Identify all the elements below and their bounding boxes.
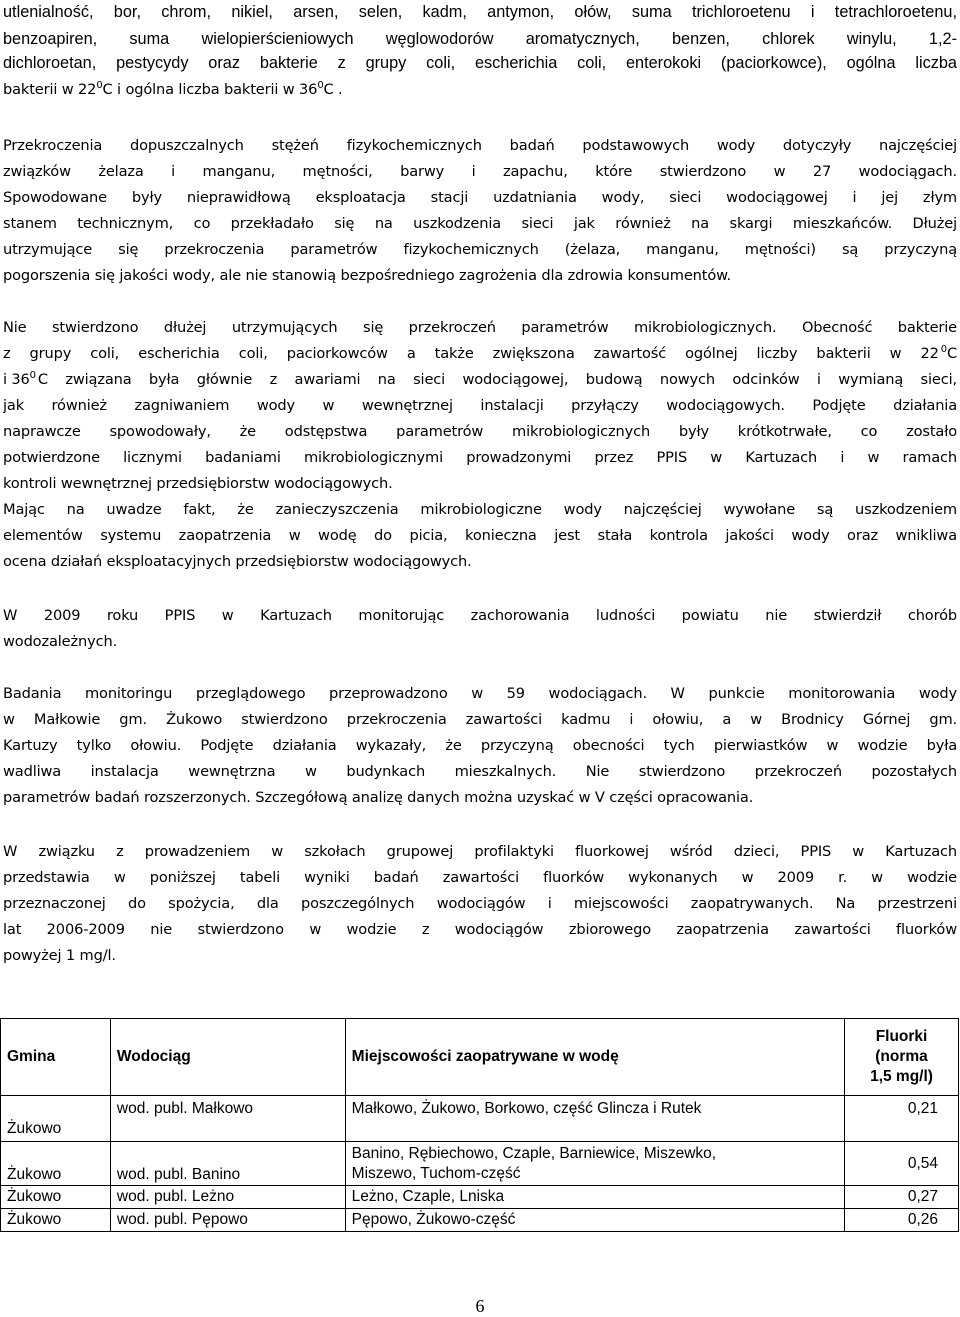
paragraph-1-line-4 — [3, 78, 957, 102]
table-row — [1, 1186, 959, 1209]
paragraph-3-line-2 — [3, 342, 957, 366]
paragraph-4-line-2: wodozależnych. — [3, 633, 118, 650]
cell-wodociag: wod. publ. Małkowo — [110, 1096, 345, 1142]
table-row — [1, 1142, 959, 1186]
cell-gmina: Żukowo — [1, 1209, 111, 1232]
header-fluorki-line-3: 1,5 mg/l) — [870, 1068, 933, 1085]
text-segment — [941, 342, 957, 366]
paragraph-6-line-3: przeznaczonej do spożycia, dla poszczególnych wodociągów i miejscowości zaopatrywanych. Na przestrzeni — [3, 895, 957, 912]
table-row — [1, 1096, 959, 1142]
text-segment: C . — [323, 81, 343, 98]
cell-gmina: Żukowo — [1, 1096, 111, 1142]
paragraph-1-line-1: utlenialność, bor, chrom, nikiel, arsen, selen, kadm, antymon, ołów, suma trichloroetenu i tetrachloroetenu, — [3, 3, 957, 21]
cell-miejscowosci-line-1: Banino, Rębiechowo, Czaple, Barniewice, Miszewko, — [351, 1145, 717, 1162]
cell-wodociag: wod. publ. Pępowo — [110, 1209, 345, 1232]
paragraph-3-line-4: jak również zagniwaniem wody w wewnętrznej instalacji przyłączy wodociągowych. Podjęte działania — [3, 397, 957, 414]
paragraph-5-line-4: wadliwa instalacja wewnętrzna w budynkach mieszkalnych. Nie stwierdzono przekroczeń pozostałych — [3, 763, 957, 780]
cell-wodociag: wod. publ. Banino — [110, 1142, 345, 1186]
paragraph-3-line-9: elementów systemu zaopatrzenia w wodę do picia, konieczna jest stała kontrola jakości wody oraz wnikliwa — [3, 527, 957, 544]
superscript: 0 — [96, 80, 103, 91]
paragraph-6-line-4: lat 2006-2009 nie stwierdzono w wodzie z wodociągów zbiorowego zaopatrzenia zawartości fluorków — [3, 921, 957, 938]
superscript: 0 — [29, 370, 36, 381]
header-miejscowosci: Miejscowości zaopatrywane w wodę — [345, 1019, 844, 1096]
cell-gmina: Żukowo — [1, 1142, 111, 1186]
superscript: 0 — [317, 80, 324, 91]
header-wodociag: Wodociąg — [110, 1019, 345, 1096]
table-row — [1, 1209, 959, 1232]
text-segment: i 36 — [3, 371, 30, 388]
header-fluorki — [845, 1019, 959, 1096]
cell-miejscowosci: Pępowo, Żukowo-część — [345, 1209, 844, 1232]
paragraph-4-line-1: W 2009 roku PPIS w Kartuzach monitorując zachorowania ludności powiatu nie stwierdził chorób — [3, 607, 957, 624]
cell-miejscowosci — [345, 1142, 844, 1186]
paragraph-3-line-3 — [3, 368, 957, 392]
paragraph-3-line-1: Nie stwierdzono dłużej utrzymujących się przekroczeń parametrów mikrobiologicznych. Obecność bakterie — [3, 319, 957, 336]
text-segment: z grupy coli, escherichia coli, paciorkowców a także zwiększona zawartość ogólnej liczby bakterii w 22 — [3, 345, 939, 362]
text-segment: bakterii w 22 — [3, 81, 97, 98]
text-segment: C i ogólna liczba bakterii w 36 — [102, 81, 318, 98]
cell-miejscowosci: Małkowo, Żukowo, Borkowo, część Glincza i Rutek — [345, 1096, 844, 1142]
text-segment: C związana była głównie z awariami na sieci wodociągowej, budową nowych odcinków i wymianą sieci, — [37, 371, 957, 388]
paragraph-1-line-3: dichloroetan, pestycydy oraz bakterie z grupy coli, escherichia coli, enterokoki (paciorkowce), ogólna liczba — [3, 54, 957, 72]
paragraph-5-line-2: w Małkowie gm. Żukowo stwierdzono przekroczenia zawartości kadmu i ołowiu, a w Brodnicy Górnej gm. — [3, 711, 957, 728]
table-header-row — [1, 1019, 959, 1096]
header-fluorki-line-2: (norma — [875, 1048, 928, 1065]
page-number: 6 — [475, 1296, 485, 1316]
paragraph-2-line-5: utrzymujące się przekroczenia parametrów fizykochemicznych (żelaza, manganu, mętności) są przyczyną — [3, 241, 957, 258]
paragraph-5-line-5: parametrów badań rozszerzonych. Szczegółową analizę danych można uzyskać w V części opracowania. — [3, 789, 754, 806]
cell-fluorki: 0,21 — [845, 1096, 959, 1142]
paragraph-6-line-5: powyżej 1 mg/l. — [3, 947, 116, 964]
cell-fluorki: 0,26 — [845, 1209, 959, 1232]
cell-fluorki: 0,54 — [845, 1142, 959, 1186]
header-gmina: Gmina — [1, 1019, 111, 1096]
paragraph-3-line-8: Mając na uwadze fakt, że zanieczyszczenia mikrobiologiczne wody najczęściej wywołane są uszkodzeniem — [3, 501, 957, 518]
paragraph-3-line-5: naprawcze spowodowały, że odstępstwa parametrów mikrobiologicznych były krótkotrwałe, co zostało — [3, 423, 957, 440]
paragraph-2-line-2: związków żelaza i manganu, mętności, barwy i zapachu, które stwierdzono w 27 wodociągach. — [3, 163, 957, 180]
paragraph-3-line-7: kontroli wewnętrznej przedsiębiorstw wodociągowych. — [3, 475, 393, 492]
paragraph-2-line-3: Spowodowane były nieprawidłową eksploatacja stacji uzdatniania wody, sieci wodociągowej i jej złym — [3, 189, 957, 206]
paragraph-6-line-1: W związku z prowadzeniem w szkołach grupowej profilaktyki fluorkowej wśród dzieci, PPIS w Kartuzach — [3, 843, 957, 860]
cell-fluorki: 0,27 — [845, 1186, 959, 1209]
superscript: 0 — [940, 344, 947, 355]
text-segment: C — [946, 345, 957, 362]
paragraph-2-line-1: Przekroczenia dopuszczalnych stężeń fizykochemicznych badań podstawowych wody dotyczyły najczęściej — [3, 137, 957, 154]
paragraph-3-line-10: ocena działań eksploatacyjnych przedsiębiorstw wodociągowych. — [3, 553, 472, 570]
paragraph-6-line-2: przedstawia w poniższej tabeli wyniki badań zawartości fluorków wykonanych w 2009 r. w wodzie — [3, 869, 957, 886]
paragraph-5-line-1: Badania monitoringu przeglądowego przeprowadzono w 59 wodociągach. W punkcie monitorowania wody — [3, 685, 957, 702]
header-fluorki-line-1: Fluorki — [875, 1028, 928, 1045]
cell-gmina: Żukowo — [1, 1186, 111, 1209]
cell-wodociag: wod. publ. Leżno — [110, 1186, 345, 1209]
paragraph-2-line-6: pogorszenia się jakości wody, ale nie stanowią bezpośredniego zagrożenia dla zdrowia konsumentów. — [3, 267, 732, 284]
cell-miejscowosci: Leżno, Czaple, Lniska — [345, 1186, 844, 1209]
paragraph-3-line-6: potwierdzone licznymi badaniami mikrobiologicznymi prowadzonymi przez PPIS w Kartuzach i w ramach — [3, 449, 957, 466]
paragraph-5-line-3: Kartuzy tylko ołowiu. Podjęte działania wykazały, że przyczyną obecności tych pierwiastków w wodzie była — [3, 737, 957, 754]
cell-miejscowosci-line-2: Miszewo, Tuchom-część — [351, 1165, 521, 1182]
paragraph-1-line-2: benzoapiren, suma wielopierścieniowych węglowodorów aromatycznych, benzen, chlorek winylu, 1,2- — [3, 30, 957, 48]
fluoride-table — [0, 1018, 959, 1232]
paragraph-2-line-4: stanem technicznym, co przekładało się na uszkodzenia sieci jak również na skargi mieszkańców. Dłużej — [3, 215, 957, 232]
